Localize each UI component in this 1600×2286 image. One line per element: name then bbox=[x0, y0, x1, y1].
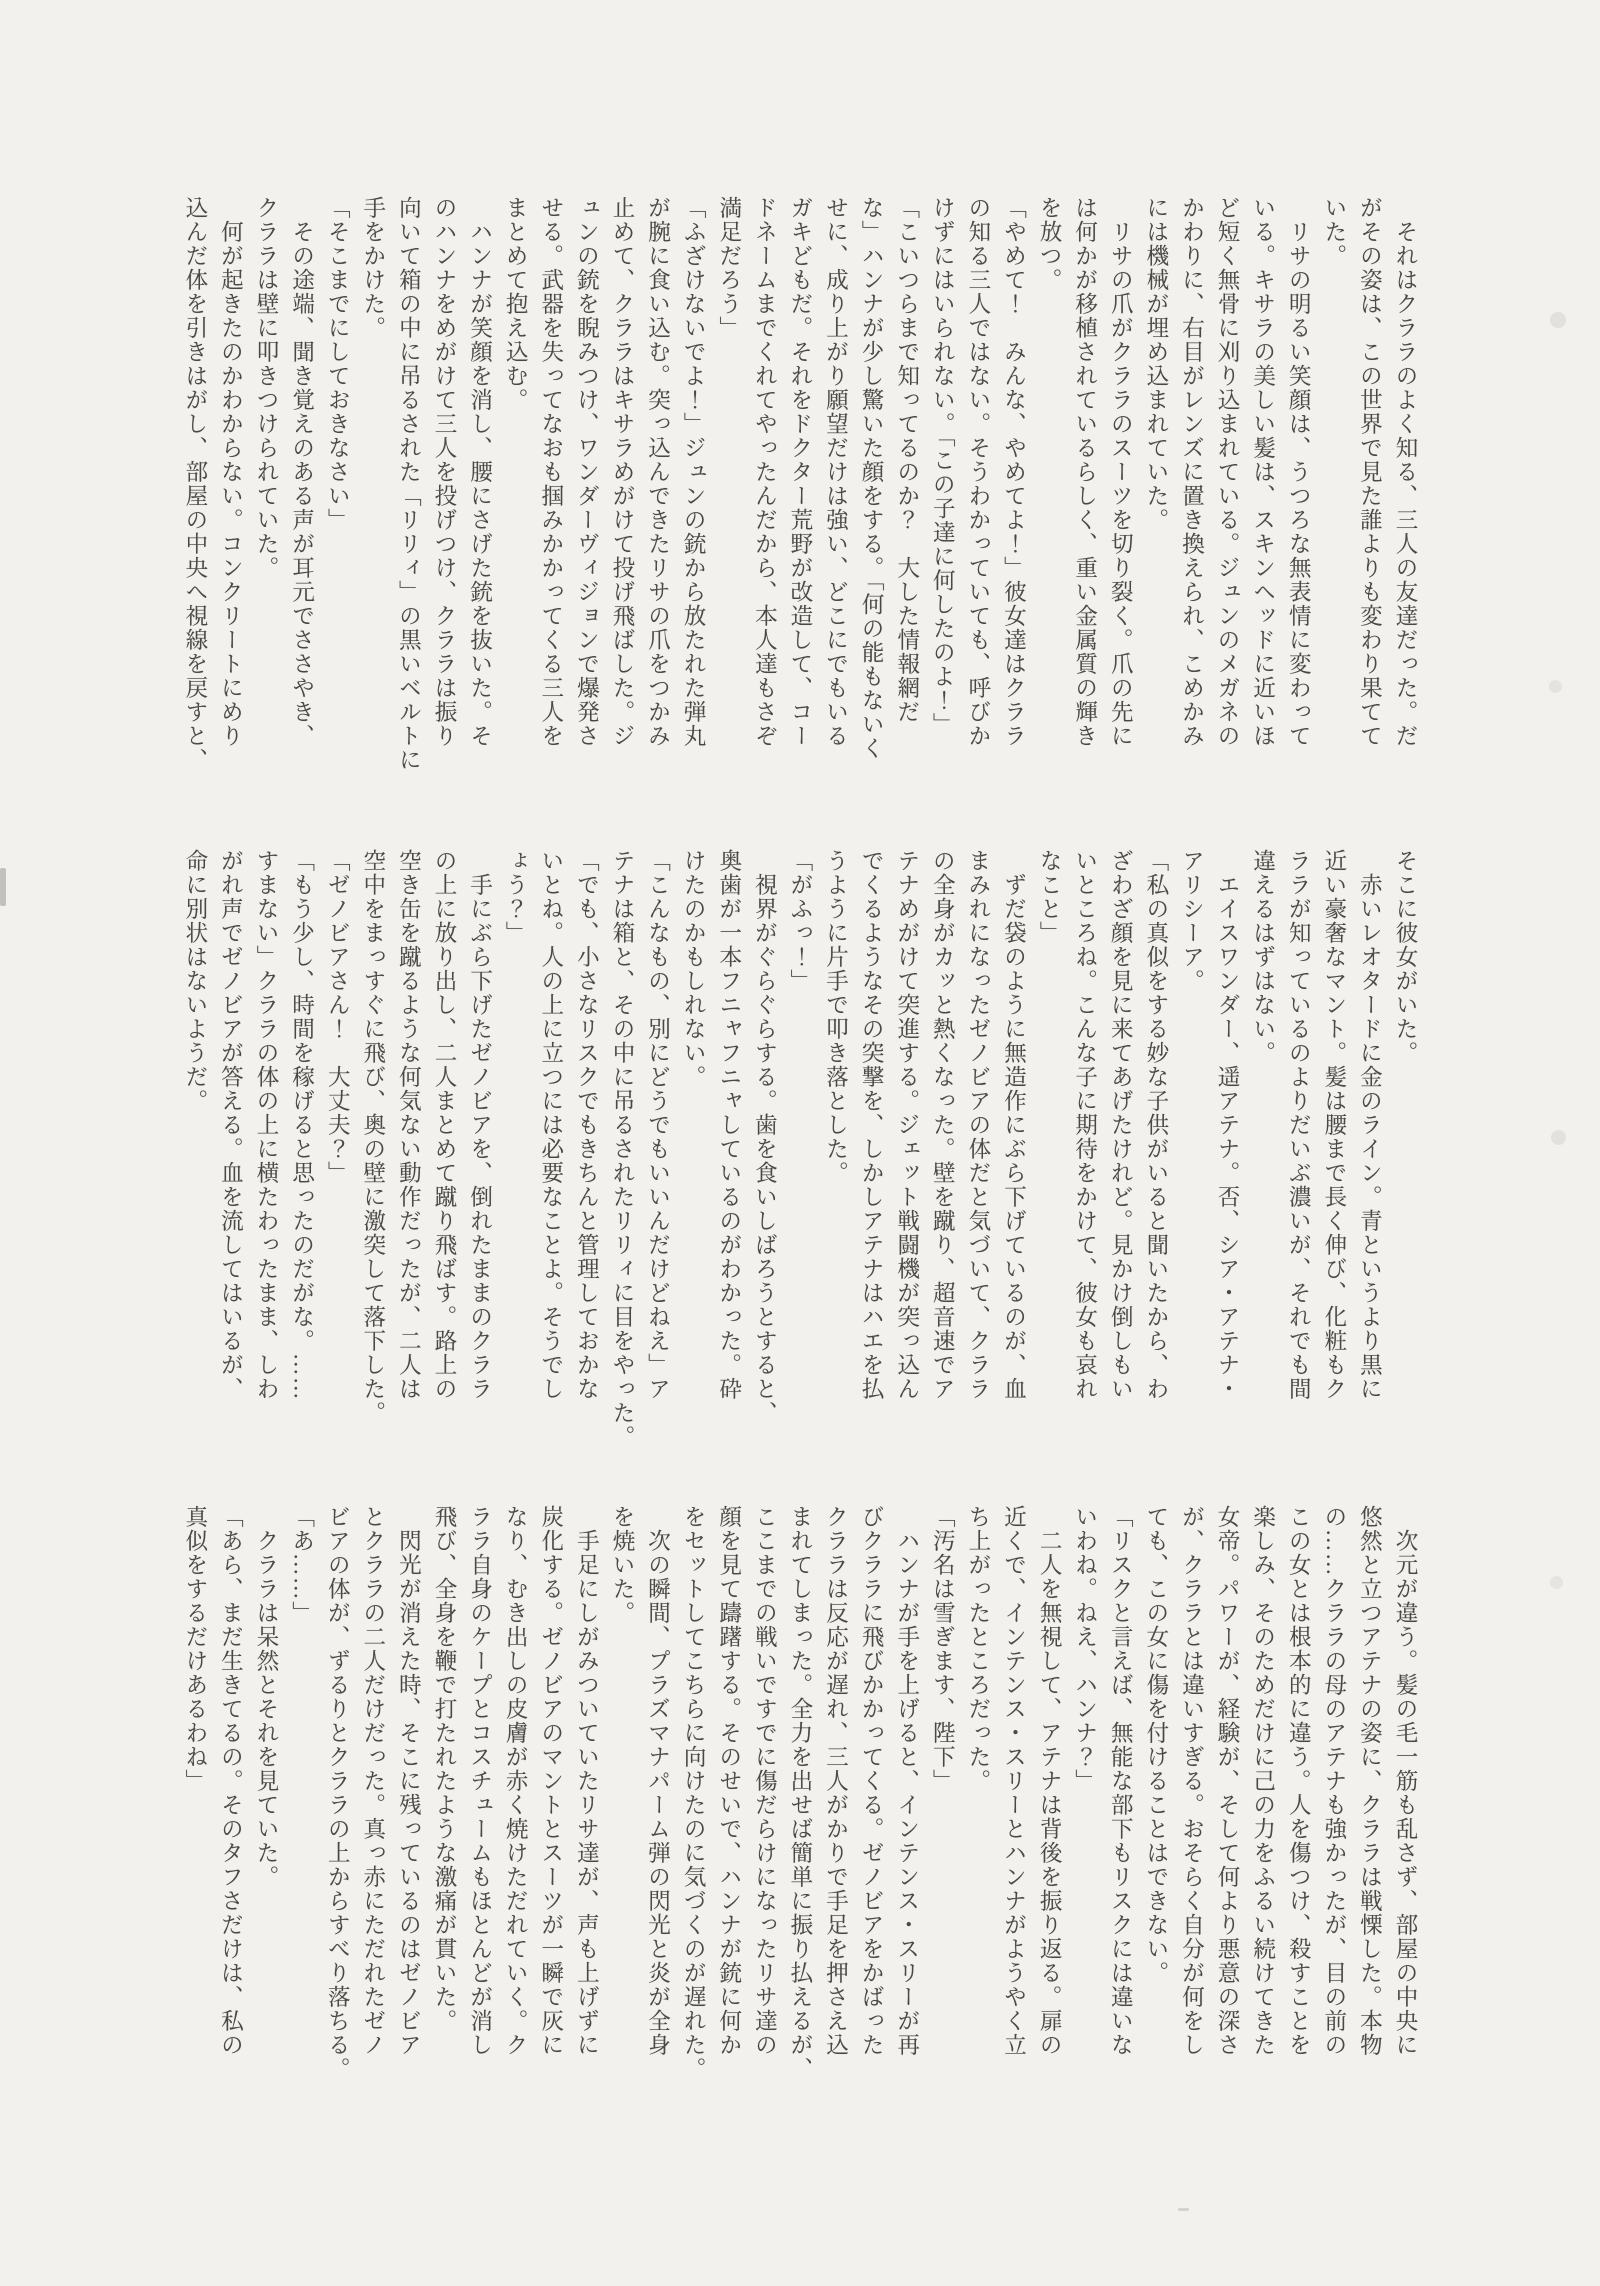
text-column: いる。キサラの美しい髪は、スキンヘッドに近いほ bbox=[1250, 196, 1276, 748]
text-column: ハンナが手を上げると、インテンス・スリーが再 bbox=[894, 1505, 920, 2057]
text-column: 「もう少し、時間を稼げると思ったのだがな。…… bbox=[289, 849, 315, 1401]
text-column: クララは呆然とそれを見ていた。 bbox=[254, 1505, 279, 1889]
text-column: のハンナをめがけて三人を投げつけ、クララは振り bbox=[431, 196, 457, 748]
text-column: 「そこまでにしておきなさい」 bbox=[325, 196, 351, 532]
text-column: 二人を無視して、アテナは背後を振り返る。扉の bbox=[1037, 1505, 1063, 2057]
text-column: ずだ袋のように無造作にぶら下げているのが、血 bbox=[1001, 849, 1027, 1401]
text-column: 次元が違う。髪の毛一筋も乱さず、部屋の中央に bbox=[1393, 1505, 1418, 2057]
text-column: この女とは根本的に違う。人を傷つけ、殺すことを bbox=[1286, 1505, 1312, 2057]
text-column: 「こいつらまで知ってるのか？ 大した情報網だ bbox=[894, 196, 920, 724]
text-column: 真似をするだけあるわね」 bbox=[182, 1505, 208, 1793]
text-column: まれてしまった。全力を出せば簡単に振り払えるが、 bbox=[787, 1505, 813, 2081]
text-column: せに、成り上がり願望だけは強い、どこにでもいる bbox=[823, 196, 849, 748]
text-column: の……クララの母のアテナも強かったが、目の前の bbox=[1321, 1505, 1347, 2057]
text-column: ガキどもだ。それをドクター荒野が改造して、コー bbox=[787, 196, 813, 748]
text-column: 「あら、まだ生きてるの。そのタフさだけは、私の bbox=[218, 1505, 244, 2057]
scan-edge-mark bbox=[0, 868, 6, 906]
text-column: 次の瞬間、プラズマナパーム弾の閃光と炎が全身 bbox=[645, 1505, 671, 2057]
text-column: まみれになったゼノビアの体だと気づいて、クララ bbox=[965, 849, 991, 1401]
text-column: 満足だろう」 bbox=[716, 196, 742, 340]
text-column: 近くで、インテンス・スリーとハンナがようやく立 bbox=[1001, 1505, 1027, 2057]
text-column: 手にぶら下げたゼノビアを、倒れたままのクララ bbox=[467, 849, 493, 1401]
text-column: ュンの銃を睨みつけ、ワンダーヴィジョンで爆発さ bbox=[574, 196, 600, 748]
text-column: ざわざ顔を見に来てあげたけれど。見かけ倒しもい bbox=[1108, 849, 1134, 1401]
text-column: ち上がったところだった。 bbox=[965, 1505, 991, 1793]
text-column: とクララの二人だけだった。真っ赤にただれたゼノ bbox=[360, 1505, 386, 2057]
text-column: 向いて箱の中に吊るされた「リリィ」の黒いベルトに bbox=[396, 196, 422, 772]
text-column: ララ自身のケープとコスチュームもほとんどが消し bbox=[467, 1505, 493, 2057]
text-column: いとね。人の上に立つには必要なことよ。そうでし bbox=[538, 849, 564, 1401]
text-block-2 bbox=[177, 849, 1423, 1449]
text-column: 閃光が消えた時、そこに残っているのはゼノビア bbox=[396, 1505, 422, 2057]
text-column: けたのかもしれない。 bbox=[681, 849, 707, 1089]
text-column: 違えるはずはない。 bbox=[1250, 849, 1276, 1065]
text-column: アリシーア。 bbox=[1179, 849, 1205, 993]
text-column: ドネームまでくれてやったんだから、本人達もさぞ bbox=[752, 196, 778, 748]
text-column: が、クララとは違いすぎる。おそらく自分が何をし bbox=[1179, 1505, 1205, 2057]
text-block-3 bbox=[177, 1505, 1423, 2101]
text-column: 止めて、クララはキサラめがけて投げ飛ばした。ジ bbox=[609, 196, 635, 748]
text-column: 近い豪奢なマント。髪は腰まで長く伸び、化粧もク bbox=[1321, 849, 1347, 1401]
text-column: 楽しみ、そのためだけに己の力をふるい続けてきた bbox=[1250, 1505, 1276, 2057]
text-column: を放つ。 bbox=[1037, 196, 1063, 292]
text-column: ょう？」 bbox=[503, 849, 529, 945]
scan-speck bbox=[1550, 1576, 1563, 1589]
text-column: の全身がカッと熱くなった。壁を蹴り、超音速でア bbox=[930, 849, 956, 1401]
text-column: でくるようなその突撃を、しかしアテナはハエを払 bbox=[859, 849, 885, 1401]
text-column: クララは壁に叩きつけられていた。 bbox=[254, 196, 279, 580]
text-column: 「こんなもの、別にどうでもいいんだけどねえ」ア bbox=[645, 849, 671, 1401]
text-column: ハンナが笑顔を消し、腰にさげた銃を抜いた。そ bbox=[467, 196, 493, 748]
text-column: びクララに飛びかかってくる。ゼノビアをかばった bbox=[859, 1505, 885, 2057]
text-column: 奥歯が一本フニャフニャしているのがわかった。砕 bbox=[716, 849, 742, 1401]
text-column: が腕に食い込む。突っ込んできたリサの爪をつかみ bbox=[645, 196, 671, 748]
text-column: すまない」クララの体の上に横たわったまま、しわ bbox=[254, 849, 279, 1401]
text-column: 「やめて！ みんな、やめてよ！」彼女達はクララ bbox=[1001, 196, 1027, 748]
text-column: そこに彼女がいた。 bbox=[1393, 849, 1418, 1065]
text-column: リサの爪がクララのスーツを切り裂く。爪の先に bbox=[1108, 196, 1134, 748]
text-column: 「私の真似をする妙な子供がいると聞いたから、わ bbox=[1143, 849, 1169, 1401]
text-column: 何が起きたのかわからない。コンクリートにめり bbox=[218, 196, 244, 748]
text-column: けずにはいられない。「この子達に何したのよ！」 bbox=[930, 196, 956, 737]
text-column: かわりに、右目がレンズに置き換えられ、こめかみ bbox=[1179, 196, 1205, 748]
text-column: 空き缶を蹴るような何気ない動作だったが、二人は bbox=[396, 849, 422, 1401]
text-column: 込んだ体を引きはがし、部屋の中央へ視線を戻すと、 bbox=[182, 196, 208, 772]
text-column: 顔を見て躊躇する。そのせいで、ハンナが銃に何か bbox=[716, 1505, 742, 2057]
text-column: ここまでの戦いですでに傷だらけになったリサ達の bbox=[752, 1505, 778, 2057]
text-column: の上に放り出し、二人まとめて蹴り飛ばす。路上の bbox=[431, 849, 457, 1401]
text-column: うように片手で叩き落とした。 bbox=[823, 849, 849, 1185]
text-column: いわね。ねえ、ハンナ？」 bbox=[1072, 1505, 1098, 1793]
text-column: 「でも、小さなリスクでもきちんと管理しておかな bbox=[574, 849, 600, 1401]
text-column: を焼いた。 bbox=[609, 1505, 635, 1625]
text-block-1 bbox=[177, 196, 1423, 792]
text-column: それはクララのよく知る、三人の友達だった。だ bbox=[1393, 196, 1418, 748]
text-column: 「リスクと言えば、無能な部下もリスクには違いな bbox=[1108, 1505, 1134, 2057]
text-column: エイスワンダー、遥アテナ。否、シア・アテナ・ bbox=[1215, 849, 1241, 1401]
text-column: 悠然と立つアテナの姿に、クララは戦慄した。本物 bbox=[1357, 1505, 1383, 2057]
text-column: ど短く無骨に刈り込まれている。ジュンのメガネの bbox=[1215, 196, 1241, 748]
text-column: がその姿は、この世界で見た誰よりも変わり果てて bbox=[1357, 196, 1383, 748]
scan-speck bbox=[1551, 1130, 1566, 1145]
text-column: 手足にしがみついていたリサ達が、声も上げずに bbox=[574, 1505, 600, 2057]
text-column: ても、この女に傷を付けることはできない。 bbox=[1143, 1505, 1169, 1985]
scan-dust-mark bbox=[1178, 2208, 1189, 2211]
text-column: 空中をまっすぐに飛び、奥の壁に激突して落下した。 bbox=[360, 849, 386, 1425]
text-column: テナめがけて突進する。ジェット戦闘機が突っ込ん bbox=[894, 849, 920, 1401]
text-column: なり、むき出しの皮膚が赤く焼けただれていく。ク bbox=[503, 1505, 529, 2057]
text-column: 「ゼノビアさん！ 大丈夫？」 bbox=[325, 849, 351, 1185]
text-column: いた。 bbox=[1321, 196, 1347, 268]
text-column: には機械が埋め込まれていた。 bbox=[1143, 196, 1169, 532]
text-column: は何かが移植されているらしく、重い金属質の輝き bbox=[1072, 196, 1098, 748]
text-column: まとめて抱え込む。 bbox=[503, 196, 529, 412]
scan-speck bbox=[1549, 680, 1562, 693]
text-column: 飛び、全身を鞭で打たれたような激痛が貫いた。 bbox=[431, 1505, 457, 2033]
text-column: 赤いレオタードに金のライン。青というより黒に bbox=[1357, 849, 1383, 1401]
text-column: 「汚名は雪ぎます、陛下」 bbox=[930, 1505, 956, 1793]
text-column: クララは反応が遅れ、三人がかりで手足を押さえ込 bbox=[823, 1505, 849, 2057]
text-column: 「がふっ！」 bbox=[787, 849, 813, 993]
text-column: 女帝。パワーが、経験が、そして何より悪意の深さ bbox=[1215, 1505, 1241, 2057]
text-column: の知る三人ではない。そうわかっていても、呼びか bbox=[965, 196, 991, 748]
text-column: いところね。こんな子に期待をかけて、彼女も哀れ bbox=[1072, 849, 1098, 1401]
text-column: ララが知っているのよりだいぶ濃いが、それでも間 bbox=[1286, 849, 1312, 1401]
text-column: その途端、聞き覚えのある声が耳元でささやき、 bbox=[289, 196, 315, 748]
text-column: 「あ……」 bbox=[289, 1505, 315, 1625]
text-column: 命に別状はないようだ。 bbox=[182, 849, 208, 1113]
text-column: 「ふざけないでよ！」ジュンの銃から放たれた弾丸 bbox=[681, 196, 707, 748]
text-column: せる。武器を失ってなおも掴みかかってくる三人を bbox=[538, 196, 564, 748]
text-column: 手をかけた。 bbox=[360, 196, 386, 340]
text-column: な」ハンナが少し驚いた顔をする。「何の能もないく bbox=[859, 196, 885, 761]
text-column: をセットしてこちらに向けたのに気づくのが遅れた。 bbox=[681, 1505, 707, 2081]
text-column: リサの明るい笑顔は、うつろな無表情に変わって bbox=[1286, 196, 1312, 748]
text-column: 視界がぐらぐらする。歯を食いしばろうとすると、 bbox=[752, 849, 778, 1425]
scan-speck bbox=[1550, 312, 1566, 328]
text-column: がれ声でゼノビアが答える。血を流してはいるが、 bbox=[218, 849, 244, 1401]
text-column: 炭化する。ゼノビアのマントとスーツが一瞬で灰に bbox=[538, 1505, 564, 2057]
text-column: ビアの体が、ずるりとクララの上からすべり落ちる。 bbox=[325, 1505, 351, 2081]
text-column: テナは箱と、その中に吊るされたリリィに目をやった。 bbox=[609, 849, 635, 1449]
text-column: なこと」 bbox=[1037, 849, 1063, 945]
